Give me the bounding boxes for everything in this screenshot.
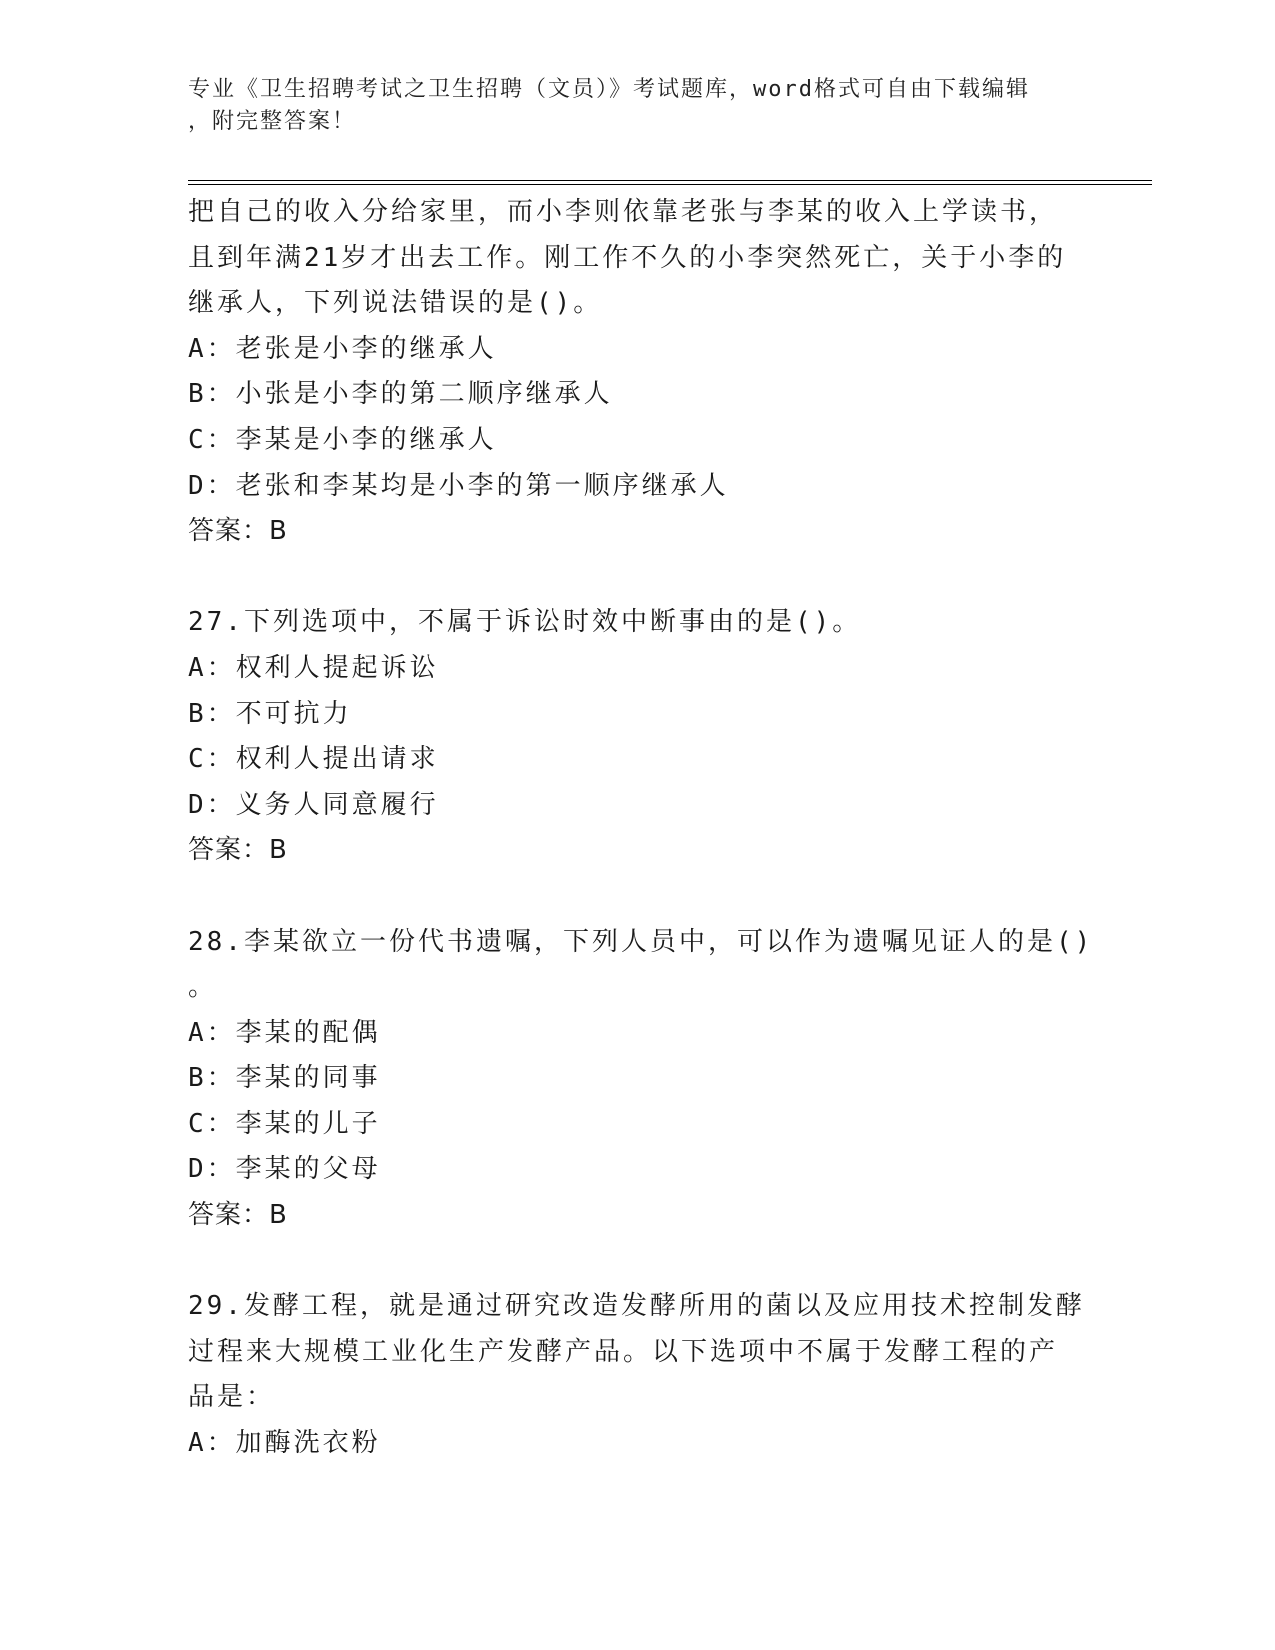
- spacer: [188, 1239, 1088, 1285]
- header-line-1: 专业《卫生招聘考试之卫生招聘（文员）》考试题库，word格式可自由下载编辑: [188, 77, 1030, 102]
- answer: 答案：B: [188, 1200, 288, 1231]
- option-c: C：李某的儿子: [188, 1108, 381, 1139]
- option-d: D：老张和李某均是小李的第一顺序继承人: [188, 470, 729, 501]
- option-b: B：李某的同事: [188, 1063, 381, 1094]
- option-a: A：老张是小李的继承人: [188, 333, 497, 364]
- question-stem-line: 且到年满21岁才出去工作。刚工作不久的小李突然死亡，关于小李的: [188, 242, 1067, 273]
- option-a: A：权利人提起诉讼: [188, 652, 439, 683]
- question-stem-line: 29.发酵工程，就是通过研究改造发酵所用的菌以及应用技术控制发酵: [188, 1291, 1085, 1322]
- question-stem-line: 27.下列选项中，不属于诉讼时效中断事由的是()。: [188, 607, 862, 638]
- document-header: [188, 74, 1068, 138]
- spacer: [188, 555, 1088, 601]
- question-29: [188, 1284, 1088, 1466]
- spacer: [188, 874, 1088, 920]
- option-c: C：权利人提出请求: [188, 744, 439, 775]
- question-27: [188, 600, 1088, 874]
- option-a: A：李某的配偶: [188, 1017, 381, 1048]
- question-stem-line: 品是：: [188, 1382, 276, 1413]
- question-content: [188, 190, 1094, 1467]
- option-b: B：不可抗力: [188, 698, 352, 729]
- option-a: A：加酶洗衣粉: [188, 1428, 381, 1459]
- question-stem-line: 28.李某欲立一份代书遗嘱，下列人员中，可以作为遗嘱见证人的是(): [188, 926, 1094, 957]
- question-28: [188, 920, 1094, 1239]
- header-rule-bottom: [188, 184, 1152, 185]
- answer: 答案：B: [188, 516, 288, 547]
- option-b: B：小张是小李的第二顺序继承人: [188, 379, 613, 410]
- option-d: D：义务人同意履行: [188, 789, 439, 820]
- question-stem-line: 把自己的收入分给家里，而小李则依靠老张与李某的收入上学读书，: [188, 197, 1059, 227]
- answer: 答案：B: [188, 835, 288, 866]
- question-26: [188, 190, 1088, 555]
- question-stem-line: 过程来大规模工业化生产发酵产品。以下选项中不属于发酵工程的产: [188, 1336, 1059, 1367]
- question-stem-line: 。: [188, 972, 218, 1003]
- question-stem-line: 继承人，下列说法错误的是()。: [188, 288, 603, 319]
- option-c: C：李某是小李的继承人: [188, 424, 497, 455]
- option-d: D：李某的父母: [188, 1154, 381, 1185]
- header-line-2: ，附完整答案！: [188, 109, 357, 134]
- header-rule-top: [188, 180, 1152, 181]
